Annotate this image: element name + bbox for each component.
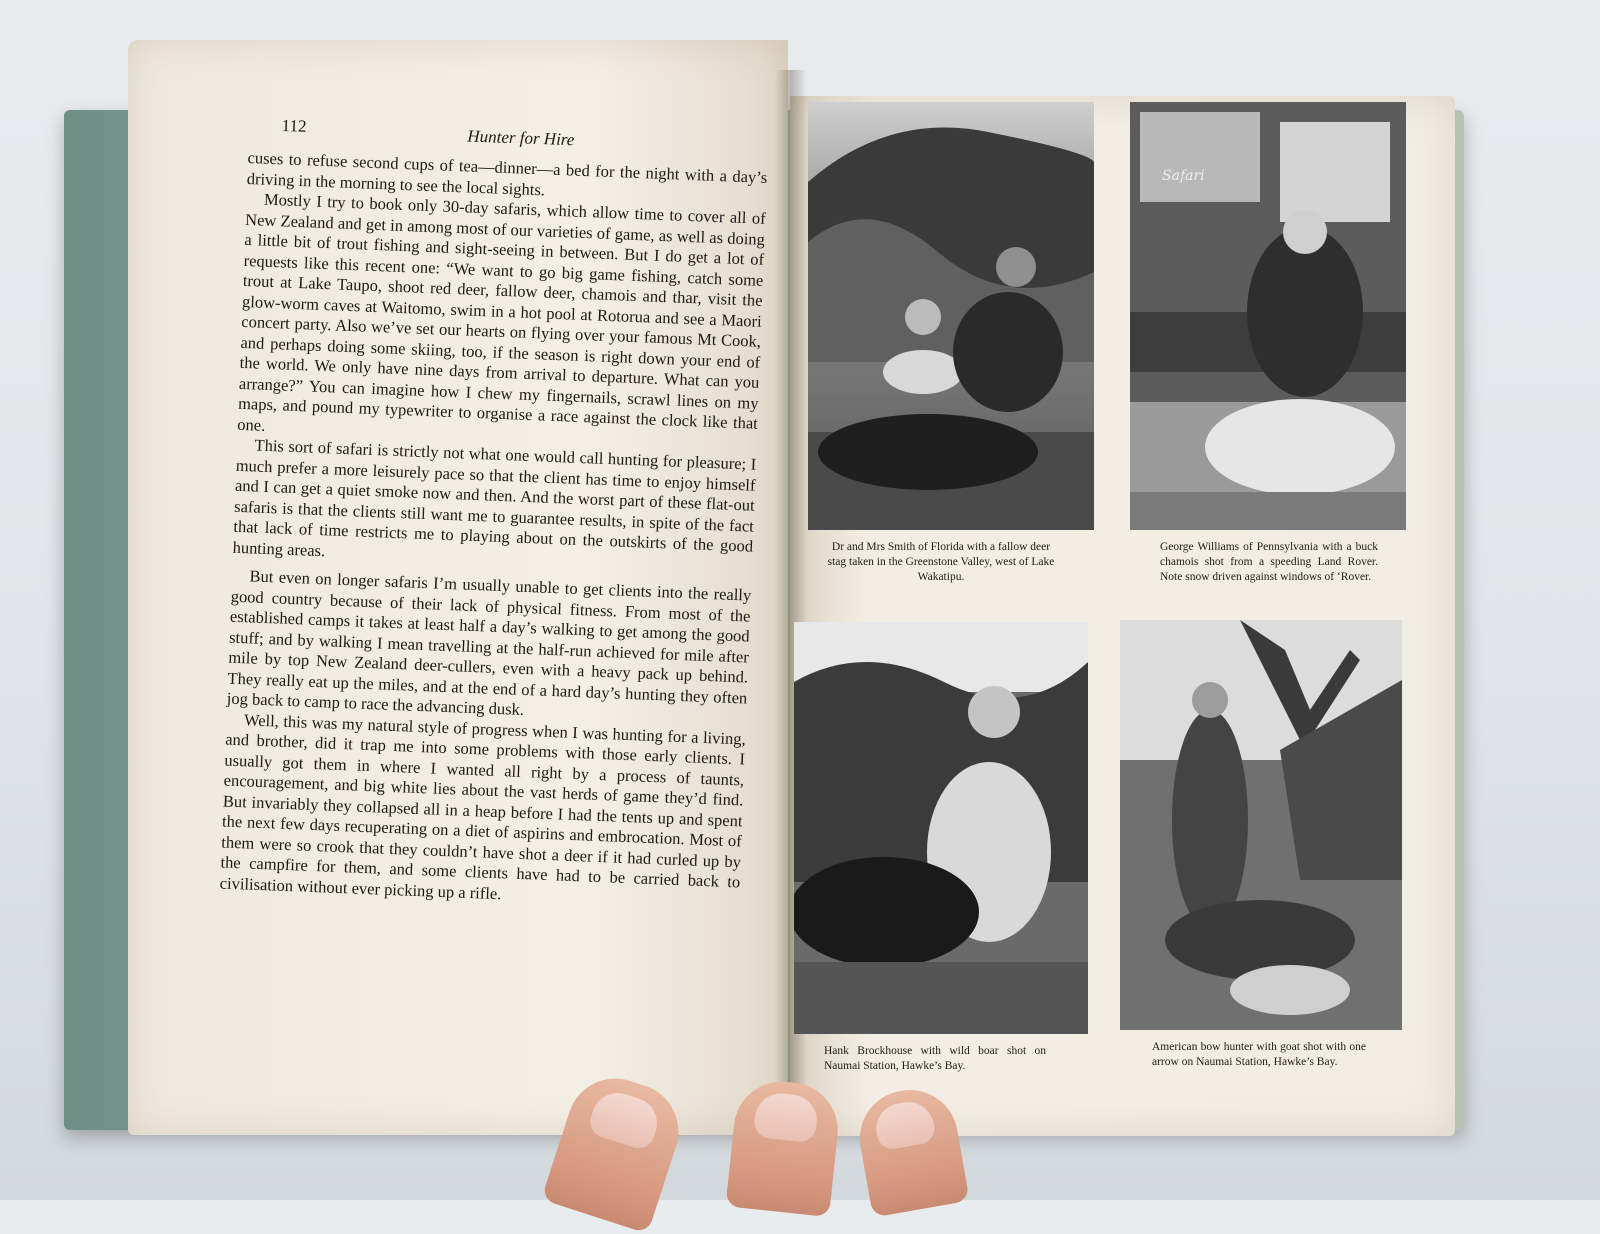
caption-bottom-left: Hank Brockhouse with wild boar shot on Naumai Station, Hawke’s Bay. — [824, 1045, 1046, 1072]
paragraph: Well, this was my natural style of progress when I was hunting for a living, and brother, did it trap me into some problems with those early clients. I usually got them in where I wanted all right by a process of taunts, encouragement, and big white lies about the vast herds of game they’d find. But invariably they collapsed all in a heap before I had the tents up and spent the next few days recuperating on a diet of aspirins and embrocation. Most of them were so crook that they couldn’t have shot a deer if it had curled up by the campfire for them, and some clients have had to be carried back to civilisation without ever picking up a rifle. — [219, 709, 747, 903]
fingernail — [872, 1098, 937, 1151]
paragraph: cuses to refuse second cups of tea—dinner—a bed for the night with a day’s driving in the morning to see the local sights. — [246, 148, 768, 199]
photo-goat — [1120, 620, 1402, 1030]
photo-deer-stag — [808, 102, 1094, 530]
page-number: 112 — [281, 116, 307, 136]
body-text — [219, 148, 767, 913]
paragraph: Mostly I try to book only 30-day safaris, which allow time to cover all of New Zealand and get in among most of our varieties of game, as well as doing a little bit of trout fishing and sight-seeing in between. But I do get a lot of requests like this recent one: “We want to go big game fishing, catch some trout at Lake Taupo, shoot red deer, fallow deer, chamois and thar, visit the glow-worm caves at Waitomo, swim in a hot pool at Rotorua and see a Maori concert party. Also we’ve set our hearts on flying over your famous Mt Cook, and perhaps doing some skiing, too, if the season is right down your end of the world. We only have nine days from arrival to departure. What can you arrange?” You can imagine how I chew my fingernails, scrawl lines on my maps, and pound my typewriter to organise a race against the clock like that one. — [237, 189, 767, 435]
photo-chamois — [1130, 102, 1406, 530]
fingernail — [586, 1086, 664, 1152]
paragraph: This sort of safari is strictly not what one would call hunting for pleasure; I much prefer a more leisurely pace so that the client has time to enjoy himself and I can get a quiet smoke now and then. And the worst part of these flat-out safaris is that the clients still want me to guarantee results, in spite of the fact that lack of time restricts me to playing about on the outskirts of the good hunting areas. — [232, 435, 757, 560]
caption-top-right: George Williams of Pennsylvania with a buck chamois shot from a speeding Land Rover. Note snow driven against windows of ‘Rover. — [1160, 541, 1378, 583]
photo-wild-boar — [794, 622, 1088, 1034]
vehicle-sign: Safari — [1162, 168, 1205, 184]
fingernail — [753, 1091, 819, 1143]
running-title: Hunter for Hire — [467, 126, 575, 150]
caption-bottom-right: American bow hunter with goat shot with one arrow on Naumai Station, Hawke’s Bay. — [1152, 1041, 1366, 1068]
paragraph: But even on longer safaris I’m usually unable to get clients into the really good country because of their lack of physical fitness. From most of the established camps it takes at least half a day’s walking to get among the good stuff; and by walking I mean travelling at the half-run achieved for mile after mile by top New Zealand deer-cullers, even with a heavy pack up behind. They really eat up the miles, and at the end of a hard day’s hunting they often jog back to camp to race the advancing dusk. — [226, 566, 752, 720]
caption-top-left: Dr and Mrs Smith of Florida with a fallow deer stag taken in the Greenstone Valley, west of Lake Wakatipu. — [827, 541, 1055, 583]
